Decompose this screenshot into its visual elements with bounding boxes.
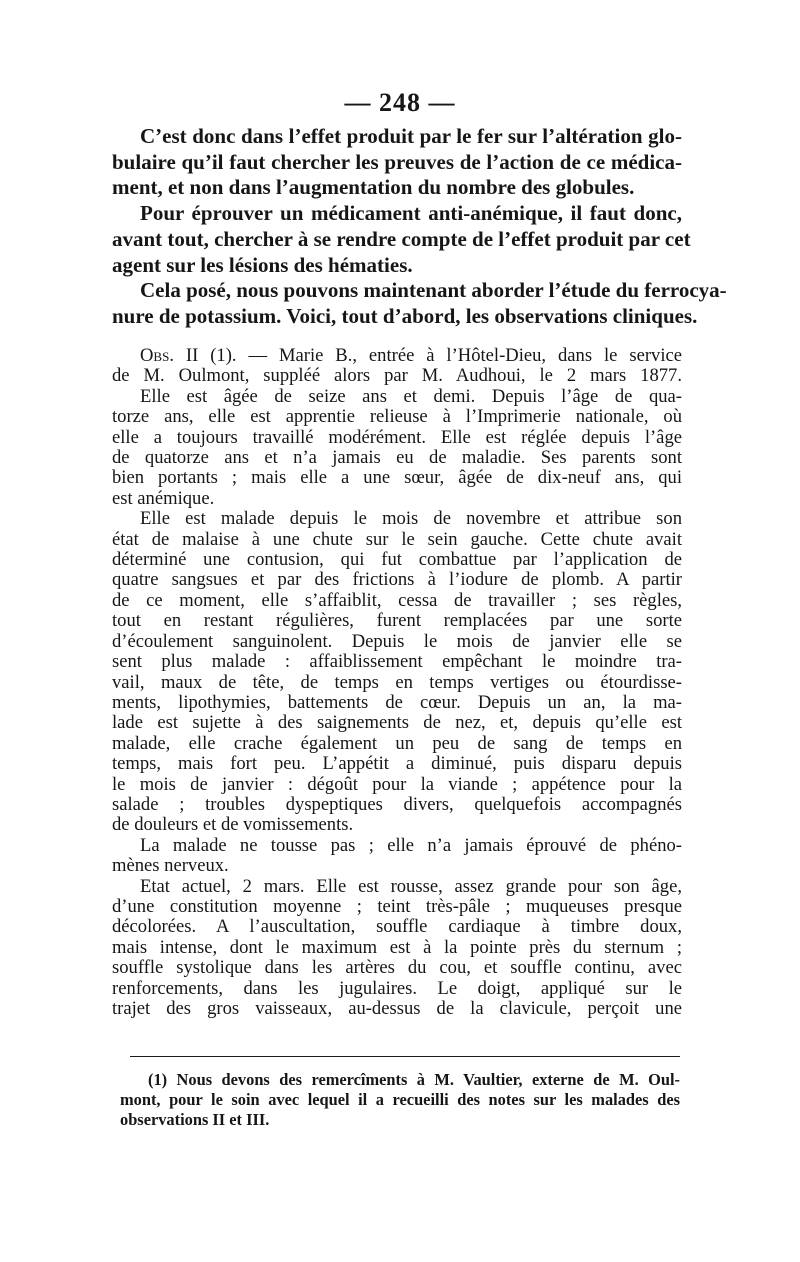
text-line: bien portants ; mais elle a une sœur, âgée de dix-neuf ans, qui — [112, 467, 682, 489]
lead-text — [112, 124, 727, 330]
text-line: vail, maux de tête, de temps en temps vertiges ou étourdisse- — [112, 671, 682, 693]
footnote — [120, 1070, 680, 1130]
text-line: Elle est malade depuis le mois de novembre et attribue son — [140, 508, 682, 530]
text-line: quatre sangsues et par des frictions à l’iodure de plomb. A partir — [112, 569, 682, 591]
footnote-line: mont, pour le soin avec lequel il a recueilli des notes sur les malades des — [120, 1090, 680, 1109]
text-line: elle a toujours travaillé modérément. Elle est réglée depuis l’âge — [112, 426, 682, 448]
text-line: tout en restant régulières, furent remplacées par une sorte — [112, 610, 682, 632]
text-line: est anémique. — [112, 487, 215, 509]
footnote-line: (1) Nous devons des remercîments à M. Vaultier, externe de M. Oul- — [148, 1070, 680, 1089]
text-line: de ce moment, elle s’affaiblit, cessa de travailler ; ses règles, — [112, 589, 682, 611]
footnote-line: observations II et III. — [120, 1110, 270, 1129]
observation-label: Obs. II (1). — [140, 345, 237, 366]
text-line: bulaire qu’il faut chercher les preuves de l’action de ce médica- — [112, 149, 682, 174]
text-line: de M. Oulmont, suppléé alors par M. Audhoui, le 2 mars 1877. — [112, 365, 682, 387]
page-number: — 248 — — [344, 88, 456, 117]
text-line: le mois de janvier : dégoût pour la viande ; appétence pour la — [112, 773, 682, 795]
text-line: torze ans, elle est apprentie relieuse à l’Imprimerie nationale, où — [112, 406, 682, 428]
text-line: C’est donc dans l’effet produit par le fer sur l’altération glo- — [140, 124, 682, 148]
text-line: lade est sujette à des saignements de nez, et, depuis qu’elle est — [112, 712, 682, 734]
text-line: ment, et non dans l’augmentation du nombre des globules. — [112, 175, 635, 200]
text-line: Pour éprouver un médicament anti-anémique, il faut donc, — [140, 201, 682, 226]
observation-text — [112, 346, 682, 1019]
text-line: La malade ne tousse pas ; elle n’a jamais éprouvé de phéno- — [140, 834, 682, 856]
text-line: souffle systolique dans les artères du cou, et souffle continu, avec — [112, 957, 682, 979]
text-line: Etat actuel, 2 mars. Elle est rousse, assez grande pour son âge, — [140, 875, 682, 897]
text-line: mais intense, dont le maximum est à la pointe près du sternum ; — [112, 936, 682, 958]
text-line: trajet des gros vaisseaux, au-dessus de la clavicule, perçoit une — [112, 998, 682, 1019]
text-line: renforcements, dans les jugulaires. Le doigt, appliqué sur le — [112, 977, 682, 999]
text-line: état de malaise à une chute sur le sein gauche. Cette chute avait — [112, 528, 682, 550]
text-line: sent plus malade : affaiblissement empêchant le moindre tra- — [112, 651, 682, 673]
text-line: de douleurs et de vomissements. — [112, 814, 354, 836]
text-line: Elle est âgée de seize ans et demi. Depuis l’âge de qua- — [140, 385, 682, 407]
footnote-divider — [130, 1056, 680, 1057]
text-line: mènes nerveux. — [112, 855, 229, 877]
text-line: déterminé une contusion, qui fut combattue par l’application de — [112, 549, 682, 571]
text-line: décolorées. A l’auscultation, souffle cardiaque à timbre doux, — [112, 916, 682, 938]
text-line: nure de potassium. Voici, tout d’abord, les observations cliniques. — [112, 303, 698, 328]
text-line: agent sur les lésions des hématies. — [112, 252, 413, 277]
text-line: de quatorze ans et n’a jamais eu de maladie. Ses parents sont — [112, 447, 682, 469]
text-line: ments, lipothymies, battements de cœur. Depuis un an, la ma- — [112, 691, 682, 713]
text-line: Obs. II (1). — Marie B., entrée à l’Hôtel-Dieu, dans le service — [140, 345, 682, 366]
text-line: Cela posé, nous pouvons maintenant aborder l’étude du ferrocya- — [140, 278, 727, 303]
text-line: salade ; troubles dyspeptiques divers, quelquefois accompagnés — [112, 793, 682, 815]
text-line: avant tout, chercher à se rendre compte de l’effet produit par cet — [112, 226, 691, 251]
text-line: d’une constitution moyenne ; teint très-pâle ; muqueuses presque — [112, 895, 682, 917]
text-line: d’écoulement sanguinolent. Depuis le mois de janvier elle se — [112, 630, 682, 652]
text-line: malade, elle crache également un peu de sang de temps en — [112, 732, 682, 754]
text-line: temps, mais fort peu. L’appétit a diminué, puis disparu depuis — [112, 753, 682, 775]
